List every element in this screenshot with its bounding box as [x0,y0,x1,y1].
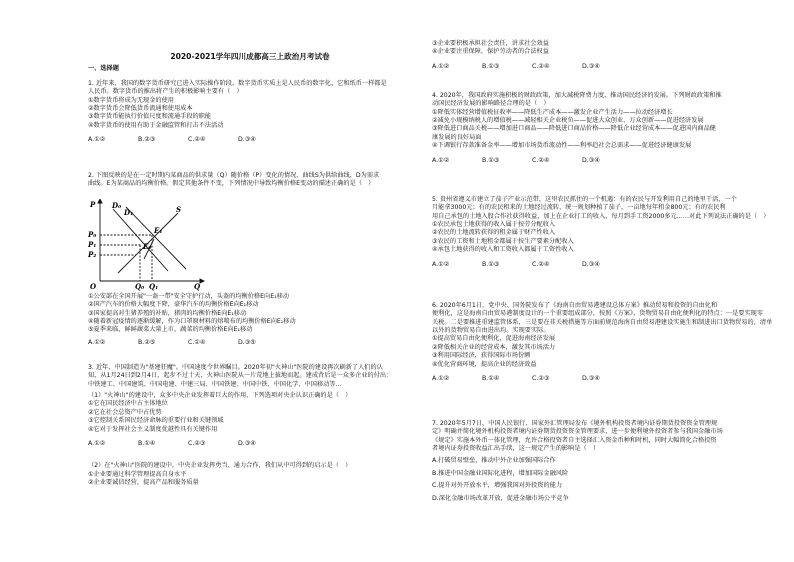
q3-sub1-item: ①它在国民经济中占主体地位 [88,400,168,408]
q6-stem-line: 6. 2020年6月1日，党中央、国务院发布了《海南自由贸易港建设总体方案》推动贸易和投资的自由化和 [432,302,718,309]
q2-item: ③国家提高对生猪养殖的补贴，猪肉的均衡价格E向E₁移动 [88,309,247,317]
q1-option-d[interactable]: D.③④ [238,136,256,144]
q4-stem-line: 4. 2020年，我国政府实施积极的财政政策，加大减税降费力度，推动国民经济的发展。下列财政政策和推 [432,92,722,99]
q5-option-c[interactable]: C.②④ [532,260,550,268]
q6-options [432,375,777,383]
q2-option-b[interactable]: B.②⑤ [138,338,156,346]
q5-item: ④承包土地获得的收入和工资收入都属于工资性收入 [432,246,574,254]
label-d0: D₀ [112,201,122,210]
label-p0: P₀ [88,230,97,239]
question-3 [88,364,433,487]
q6-option-b[interactable]: B.①④ [482,374,500,382]
q4-option-a[interactable]: A.①② [432,156,450,164]
q3-sub1-option-a[interactable]: A.①② [88,439,106,447]
label-e1: E₁ [154,226,163,235]
label-s: S [176,205,182,214]
q3-sub1-options [88,440,433,448]
q6-option-a[interactable]: A.①② [432,374,450,382]
q3-sub1-item: ④它对于发挥社会主义制度优越性具有关键作用 [88,425,218,433]
question-5 [432,196,777,269]
q3c-item: ③企业要积极承担社会责任，讲求社会效益 [432,40,549,47]
q1-item: ③数字货币能执行价值尺度和流通手段的职能 [88,113,212,121]
q7-stem-line: 7. 2020年5月7日，中国人民银行、国家外汇管理局发布《境外机构投资者境内证券期货投资资金管理规 [432,420,718,427]
q5-item: ③农民的工资和土地租金都属于按生产要素分配收入 [432,237,574,245]
q1-item: ①数字货币将成为无现金的使用 [88,96,174,104]
q2-options [88,339,433,347]
q5-item: ①农民承包土地获得的收入属于按劳分配收入 [432,221,556,229]
q3-sub1-item: ③它控制关系国民经济命脉的重要行业和关键领域 [88,417,224,425]
q2-item: ②国产汽车的价格大幅度下降，豪华汽车的均衡价格E向E₁移动 [88,301,259,309]
q5-options [432,261,777,269]
q4-options [432,157,777,165]
q7-stem-line: 《规定》实施本外币一体化管理，允许合格投资者自主选择汇入资金币种和时机，同时大幅简化合格投资 [432,436,717,444]
q6-stem-line: 以外的货物贸易自由进出均。实现要实际。 [432,327,550,335]
q6-stem-line: 关税。二是要推进重建监管体系，三是要在非关税措施等方面前规范海南自由贸易港建设实施生和制进出口货物贸易的，清单 [432,318,773,326]
q4-item: 康发展的良好局面 [432,133,482,141]
question-3-continued [432,40,777,71]
label-p1: P₁ [88,240,97,249]
question-4 [432,92,777,165]
q3c-options [432,63,777,71]
q7-option-b[interactable]: B.推进中国金融业国际化进程，增加国际金融风险 [432,469,569,477]
x-axis-arrow-icon [200,279,204,283]
question-2 [88,172,433,189]
q3-sub1-option-b[interactable]: B.①④ [138,439,156,447]
q2-item: ④随着新冠疫情的逐渐缓解，作为口罩原材料的熔喷布的均衡价格E向E₁移动 [88,318,296,326]
q1-options [88,136,428,144]
q3-sub1-option-c[interactable]: C.②③ [188,439,206,447]
q3-stem-line: 中铁建工、中国建筑、中国电建、中建三局、中国铁建、中国中铁、中国化学、中国移动等... [88,380,342,388]
q5-option-d[interactable]: D.③④ [582,260,600,268]
q4-option-c[interactable]: C.②④ [532,156,550,164]
q2-stem-line: 曲线。E为某商品的均衡价格。假定其他条件不变，下列情况中导致均衡价格E变动的描述正确的是（ ） [88,180,375,188]
q6-option-d[interactable]: D.③④ [582,374,600,382]
label-p2: P₂ [88,250,97,259]
label-q: Q [194,282,201,291]
supply-demand-graph [88,199,208,291]
q7-option-d[interactable]: D.深化金融市场改革开放，促进金融市场公平竞争 [432,494,569,502]
q3-stem-line: 知，从1月24日到2月4日，起步不过十天，火神山医院从一片荒地上拔地而起。建成背后是一众多企业的付出： [88,372,393,380]
section-heading: 一、选择题 [88,65,119,72]
question-2-items [88,293,433,347]
q4-stem-line: 动国民经济发展的影响路径合理的是（ ） [432,100,550,108]
q2-item: ①公安部在全国开展"一盔一带"安全守护行动，头盔的均衡价格E向E₁移动 [88,293,289,300]
question-7 [432,420,777,503]
q2-option-c[interactable]: C.①④ [188,338,206,346]
q7-stem-line: 者境内证券投资收益汇出手续，这一规定产生的影响是（ ） [432,445,600,453]
q2-item: ⑤夏季来临，鲜鲜蔬菜大量上市，蔬菜的均衡价格E向E₁移动 [88,326,253,334]
q5-stem-line: 月能拿3000元；有的农民租来的土地经过流转，统一规划种植了茄子，一亩地每年租金800元；有的农民利 [432,204,726,212]
q1-stem-line: 1. 近年来，我国的数字货币研究已进入实际操作阶段。数字货币实质上是人民币的数字化，它和纸币一样都是 [88,80,387,87]
q2-stem-line: 2. 下图反映的是在一定时期内某商品的供求量（Q）随价格（P）变化的情况，曲线S为供给曲线，D为需求 [88,172,380,179]
q2-option-a[interactable]: A.①② [88,338,106,346]
q5-stem-line: 用自己承包的土地入股合作社获得收益，加上在企业打工的收入，每月到手工资2000多元……对此下列说法正确的是（ ） [432,212,770,220]
label-e0: E₀ [143,242,152,251]
q4-option-b[interactable]: B.①③ [482,156,500,164]
q4-item: ③降低进口商品关税——增加进口商品——降低进口商品价格——降低企业经营成本——促进国内商品健 [432,125,716,133]
q3c-option-d[interactable]: D.③④ [582,62,600,70]
q6-item: ①提高贸易自由化便利化，促进海南经济发展 [432,335,556,343]
label-q0: Q₀ [135,282,145,291]
q3c-option-c[interactable]: C.②④ [532,62,550,70]
q3-sub1-stem: （1）"火神山"的建设中，众多中央企业发挥着巨大的作用，下列选项对央企认识正确的是（ ） [88,392,352,400]
label-o: O [90,282,97,291]
q1-stem-line: 人民币。数字货币的推出将产生的积极影响主要有（ ） [88,88,243,96]
q6-stem-line: 便利化，这是海南自由贸易港制度设计的一个重要组成部分，按照《方案》，货物贸易自由化便利化的特点：一是要实现零 [432,310,764,318]
y-axis-arrow-icon [98,199,102,203]
q5-option-a[interactable]: A.①② [432,260,450,268]
q3-sub2-item: ②企业要诚信经营，提高产品和服务质量 [88,478,199,486]
q4-item: ①降低实体经营增值税征收率——降低生产成本——激发企业产生活力——拉动经济增长 [432,108,673,116]
q1-item: ④数字货币的使用有助于金融监管和打击不法活动 [88,121,224,129]
q7-stem-line: 定》明确并简化境外机构投资者境内证券期货投资资金管理要求，进一步便利境外投资者参与我国金融市场 [432,428,723,436]
label-p: P [90,200,96,209]
q4-item: ②减免小规模纳税人的增值税——减轻相关企业税负——促进大众创业、万众创新——促进经济发展 [432,117,704,125]
q6-item: ④优化营商环境，提高企业的经济效益 [432,360,537,368]
q3c-option-b[interactable]: B.①③ [482,62,500,70]
q3-sub2-item: ①企业要通过科学管理提高自身水平 [88,470,187,478]
q4-item: ④下调银行存款准备金率——增加市场货币流动性——利率趋社会总需求——促进经济健康发展 [432,142,692,150]
q6-item: ③利用国际经济，获得国际市场份额 [432,352,531,360]
q1-item: ②数字货币会降低货币流通和使用成本 [88,105,193,113]
q5-option-b[interactable]: B.①③ [482,260,500,268]
q3c-option-a[interactable]: A.①② [432,62,450,70]
q6-item: ②降低相关企业的经营成本，激发其市场活力 [432,343,556,351]
q1-option-b[interactable]: B.②③ [138,136,156,144]
q2-option-d[interactable]: D.③⑤ [238,338,256,346]
demand-curve-d0 [113,209,168,271]
page-title: 2020-2021学年四川成都高三上政治月考试卷 [170,52,330,61]
q1-option-a[interactable]: A.①② [88,136,106,144]
q5-stem-line: 5. 贵州省遵义市建立了茄子产业示范带，这里农民抓住的一个机遇：有的农民与开发利用自己的地里干活，一个 [432,196,737,203]
q3-sub1-item: ②它在社会总资产中占优势 [88,408,162,416]
q3-stem-line: 3. 近年，中国制造为"基建狂魔"。中国速度令世界瞩目。2020年初"火神山"医院的建设再次刷新了人们的认 [88,364,383,371]
q6-option-c[interactable]: C.②③ [532,374,550,382]
q5-item: ②农民的土地流转获得的租金属于财产性收入 [432,229,556,237]
label-d1: D₁ [124,208,134,217]
q3-sub1-option-d[interactable]: D.③④ [238,439,256,447]
q7-option-a[interactable]: A.打破贸易壁垒，推动中外企业加强国际合作 [432,457,556,465]
q3-sub2-stem: （2）在"火神山"医院的建设中，中央企业发挥勇当、通力合作，我们从中可得到的启示是（ ） [88,462,352,470]
label-q1: Q₁ [149,282,159,291]
question-6 [432,302,777,383]
demand-curve-d1 [126,207,186,269]
q3c-item: ④企业要注重保障，保护劳动者的合法权益 [432,48,549,56]
q7-option-c[interactable]: C.提升对外开放水平，增强我国对外投资的能力 [432,482,563,490]
q1-option-c[interactable]: C.②④ [188,136,206,144]
q4-option-d[interactable]: D.③④ [582,156,600,164]
question-1 [88,80,428,145]
